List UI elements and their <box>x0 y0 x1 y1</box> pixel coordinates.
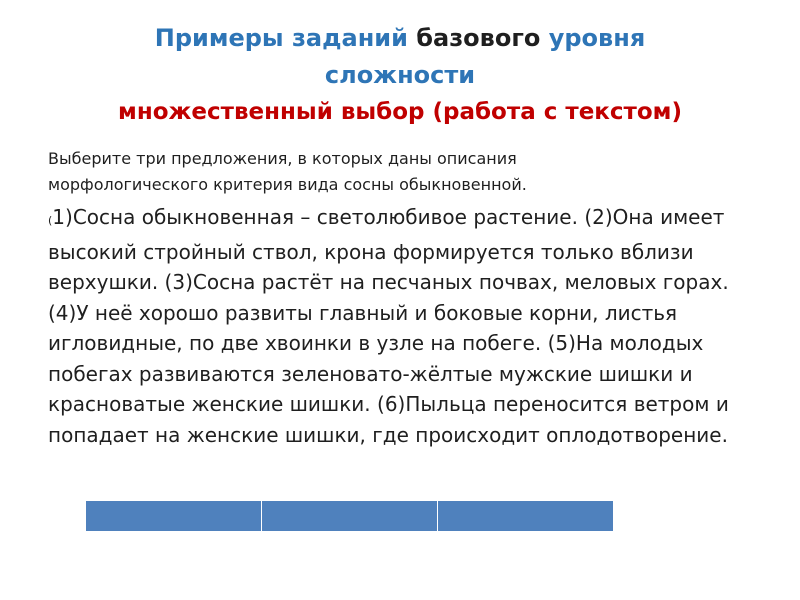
title-part-2: базового <box>416 24 541 52</box>
title-line-1 <box>40 20 760 57</box>
answer-cell-2[interactable] <box>262 501 438 532</box>
instruction-line-1: Выберите три предложения, в которых даны описания <box>48 149 517 168</box>
text-passage <box>48 202 748 510</box>
slide-title <box>40 20 760 131</box>
instruction-line-2: морфологического критерия вида сосны обыкновенной. <box>48 175 527 194</box>
title-part-3: уровня <box>540 24 646 52</box>
passage-text: 1)Сосна обыкновенная – светолюбивое растение. (2)Она имеет высокий стройный ствол, крона формируется только вблизи верхушки. (3)Сосна растёт на песчаных почвах, меловых горах. (4)У неё хорошо развиты главный и боковые корни, листья игловидные, по две хвоинки в узле на побеге. (5)На молодых побегах развиваются зеленовато-жёлтые мужские шишки и красноватые женские шишки. (6)Пыльца переносится ветром и попадает на женские шишки, где происходит оплодотворение. <box>48 205 729 447</box>
task-instruction <box>48 146 748 198</box>
answer-cell-3[interactable] <box>438 501 614 532</box>
answer-table <box>85 500 614 532</box>
title-part-1: Примеры заданий <box>154 24 417 52</box>
answer-row <box>86 501 614 532</box>
answer-cell-1[interactable] <box>86 501 262 532</box>
passage-open-paren: ( <box>48 214 53 227</box>
title-line-2: сложности <box>324 61 476 89</box>
title-line-3: множественный выбор (работа с текстом) <box>118 99 682 125</box>
